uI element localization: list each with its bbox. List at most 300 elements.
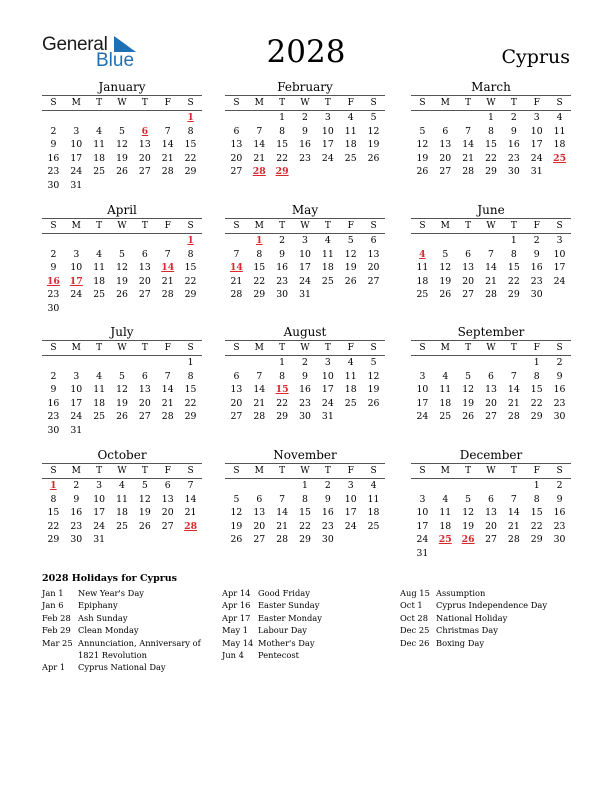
day-cell: 6 xyxy=(370,235,377,246)
day-cell: 29 xyxy=(507,289,520,300)
holiday-name: Easter Monday xyxy=(258,612,322,623)
day-cell: 7 xyxy=(510,370,517,382)
calendar-country: Cyprus xyxy=(501,46,570,68)
day-cell: 10 xyxy=(93,493,106,505)
day-cell: 15 xyxy=(184,384,197,395)
day-cell: 19 xyxy=(416,152,429,164)
day-cell: 7 xyxy=(488,248,494,260)
day-cell: 5 xyxy=(141,480,148,491)
day-cell: 27 xyxy=(138,289,151,300)
day-cell: 26 xyxy=(344,275,357,287)
holiday-date: Apr 16 xyxy=(222,600,251,611)
day-cell: 13 xyxy=(138,384,151,395)
day-cell: 31 xyxy=(321,411,334,422)
weekday-label: T xyxy=(141,221,148,231)
day-cell: 28 xyxy=(485,289,497,300)
day-cell: 15 xyxy=(184,262,197,273)
day-cell: 21 xyxy=(230,275,243,287)
day-grid xyxy=(411,111,571,179)
holiday-date: May 1 xyxy=(222,625,249,636)
weekday-label: S xyxy=(419,343,426,353)
day-cell: 15 xyxy=(507,262,520,273)
day-cell: 25 xyxy=(344,152,357,164)
weekday-label: F xyxy=(347,343,354,353)
day-cell: 23 xyxy=(299,152,311,164)
empty-cell xyxy=(133,234,156,248)
day-cell: 6 xyxy=(141,248,148,260)
day-cell: 7 xyxy=(164,248,171,260)
day-cell: 6 xyxy=(488,370,494,382)
weekday-label: T xyxy=(279,466,286,476)
weekday-label: S xyxy=(556,221,563,231)
holiday-date: Apr 17 xyxy=(222,612,251,623)
day-cell: 21 xyxy=(184,507,197,518)
weekday-label: W xyxy=(117,221,127,231)
weekday-label: S xyxy=(50,343,57,353)
month-april xyxy=(42,203,202,315)
holiday-day-cell: 29 xyxy=(275,166,289,177)
day-cell: 27 xyxy=(439,166,452,177)
holiday-item xyxy=(42,587,218,599)
day-cell: 1 xyxy=(488,112,494,123)
weekday-label: S xyxy=(187,343,194,353)
day-cell: 25 xyxy=(116,520,128,532)
day-cell: 5 xyxy=(370,112,377,123)
day-cell: 29 xyxy=(184,411,197,422)
weekday-label: F xyxy=(347,221,354,231)
day-cell: 3 xyxy=(302,235,308,246)
weekday-label: T xyxy=(279,221,286,231)
day-cell: 19 xyxy=(367,384,380,395)
day-cell: 4 xyxy=(347,357,354,368)
holiday-item xyxy=(222,587,398,599)
day-cell: 3 xyxy=(73,125,80,137)
day-cell: 16 xyxy=(299,384,311,395)
month-october xyxy=(42,448,202,547)
weekday-label: W xyxy=(486,466,496,476)
day-cell: 8 xyxy=(50,493,57,505)
day-cell: 9 xyxy=(50,384,57,395)
holiday-day-cell: 25 xyxy=(438,534,452,545)
weekday-label: S xyxy=(233,221,240,231)
month-name: April xyxy=(107,203,137,217)
weekday-label: M xyxy=(71,98,81,108)
day-cell: 5 xyxy=(233,493,240,505)
day-cell: 13 xyxy=(367,248,380,260)
holiday-day-cell: 1 xyxy=(187,235,194,246)
weekday-label: F xyxy=(164,221,171,231)
day-cell: 9 xyxy=(73,493,80,505)
day-cell: 19 xyxy=(462,520,475,532)
empty-cell xyxy=(65,111,88,125)
day-grid xyxy=(225,111,385,179)
weekday-label: S xyxy=(370,221,377,231)
day-cell: 10 xyxy=(553,248,566,260)
weekday-label: M xyxy=(254,343,264,353)
empty-cell xyxy=(156,111,179,125)
day-cell: 11 xyxy=(416,262,429,273)
day-cell: 15 xyxy=(184,139,197,150)
day-cell: 22 xyxy=(47,520,60,532)
day-cell: 31 xyxy=(530,166,543,177)
weekday-label: S xyxy=(419,98,426,108)
weekday-label: S xyxy=(233,343,240,353)
holiday-column xyxy=(400,587,576,649)
day-cell: 9 xyxy=(279,248,286,260)
holiday-date: Feb 28 xyxy=(42,612,71,623)
weekday-label: M xyxy=(254,466,264,476)
day-cell: 18 xyxy=(93,275,106,287)
weekday-label: W xyxy=(486,221,496,231)
day-cell: 30 xyxy=(507,166,520,177)
weekday-label: M xyxy=(440,343,450,353)
holiday-name: Cyprus Independence Day xyxy=(436,600,548,611)
holiday-day-cell: 1 xyxy=(50,480,57,491)
day-cell: 4 xyxy=(96,370,103,382)
day-cell: 19 xyxy=(116,397,128,409)
day-cell: 5 xyxy=(442,248,449,260)
month-january xyxy=(42,80,202,192)
holiday-name: Labour Day xyxy=(258,625,307,636)
day-cell: 28 xyxy=(161,166,174,177)
holiday-item xyxy=(42,624,218,636)
day-cell: 27 xyxy=(485,534,497,545)
day-cell: 2 xyxy=(556,357,563,368)
day-cell: 13 xyxy=(485,384,497,395)
day-cell: 9 xyxy=(50,262,57,273)
day-cell: 17 xyxy=(321,139,334,150)
day-cell: 3 xyxy=(419,493,426,505)
day-cell: 7 xyxy=(279,493,286,505)
day-cell: 30 xyxy=(47,302,60,314)
day-cell: 10 xyxy=(70,384,83,395)
day-cell: 31 xyxy=(70,424,83,436)
day-cell: 9 xyxy=(510,125,517,137)
holiday-name: Ash Sunday xyxy=(78,612,128,623)
day-cell: 15 xyxy=(485,139,497,150)
day-cell: 7 xyxy=(164,125,171,137)
weekday-header xyxy=(225,340,385,356)
day-cell: 27 xyxy=(462,289,475,300)
day-cell: 14 xyxy=(253,384,266,395)
day-cell: 2 xyxy=(510,112,517,123)
day-cell: 11 xyxy=(344,370,357,382)
day-cell: 21 xyxy=(161,275,174,287)
day-cell: 2 xyxy=(279,235,286,246)
day-cell: 10 xyxy=(299,248,311,260)
day-cell: 21 xyxy=(161,152,174,164)
day-cell: 7 xyxy=(187,480,194,491)
holiday-day-cell: 15 xyxy=(275,384,289,395)
day-cell: 12 xyxy=(439,262,452,273)
weekday-label: F xyxy=(347,466,354,476)
day-cell: 10 xyxy=(344,493,357,505)
day-cell: 26 xyxy=(462,411,475,422)
day-cell: 29 xyxy=(276,411,289,422)
day-cell: 2 xyxy=(50,248,57,260)
day-cell: 16 xyxy=(47,152,60,164)
day-cell: 11 xyxy=(93,384,106,395)
day-cell: 27 xyxy=(230,166,243,177)
weekday-label: W xyxy=(300,221,310,231)
day-cell: 26 xyxy=(439,289,452,300)
weekday-label: W xyxy=(300,98,310,108)
empty-cell xyxy=(88,356,111,370)
day-cell: 4 xyxy=(370,480,377,491)
day-cell: 9 xyxy=(556,370,563,382)
holiday-day-cell: 1 xyxy=(187,112,194,123)
empty-cell xyxy=(225,111,248,125)
day-cell: 14 xyxy=(507,384,520,395)
day-cell: 24 xyxy=(321,152,334,164)
day-cell: 13 xyxy=(439,139,452,150)
weekday-header xyxy=(225,218,385,234)
day-cell: 5 xyxy=(465,493,472,505)
holiday-date: Apr 1 xyxy=(42,662,66,673)
month-september xyxy=(411,325,571,424)
day-cell: 27 xyxy=(485,411,497,422)
weekday-header xyxy=(411,218,571,234)
month-name: July xyxy=(110,325,134,339)
day-cell: 3 xyxy=(324,112,331,123)
weekday-label: S xyxy=(370,466,377,476)
day-cell: 16 xyxy=(70,507,83,518)
weekday-label: S xyxy=(556,98,563,108)
empty-cell xyxy=(434,234,457,248)
day-cell: 28 xyxy=(161,289,174,300)
day-cell: 6 xyxy=(256,493,263,505)
day-cell: 21 xyxy=(253,397,266,409)
day-cell: 29 xyxy=(47,534,60,545)
day-cell: 16 xyxy=(507,139,520,150)
holiday-day-cell: 25 xyxy=(553,152,567,164)
day-cell: 16 xyxy=(47,397,60,409)
day-cell: 31 xyxy=(299,289,311,300)
weekday-label: S xyxy=(50,466,57,476)
day-cell: 26 xyxy=(416,166,429,177)
holiday-day-cell: 6 xyxy=(141,125,149,137)
day-cell: 12 xyxy=(116,139,128,150)
day-cell: 13 xyxy=(253,507,266,518)
day-cell: 16 xyxy=(321,507,334,518)
empty-cell xyxy=(225,479,248,493)
day-cell: 30 xyxy=(321,534,334,545)
day-cell: 14 xyxy=(485,262,497,273)
day-cell: 29 xyxy=(485,166,497,177)
day-cell: 19 xyxy=(116,275,128,287)
holiday-name: Cyprus National Day xyxy=(78,662,166,673)
month-december xyxy=(411,448,571,560)
day-cell: 23 xyxy=(299,397,311,409)
day-cell: 24 xyxy=(299,275,311,287)
day-cell: 16 xyxy=(553,507,566,518)
month-name: March xyxy=(471,80,511,94)
day-cell: 18 xyxy=(344,384,357,395)
day-cell: 29 xyxy=(530,411,543,422)
day-cell: 10 xyxy=(70,139,83,150)
weekday-label: M xyxy=(71,343,81,353)
day-cell: 27 xyxy=(367,275,380,287)
day-cell: 20 xyxy=(230,152,243,164)
day-cell: 11 xyxy=(344,125,357,137)
weekday-label: S xyxy=(370,343,377,353)
day-cell: 31 xyxy=(70,179,83,191)
holiday-item xyxy=(42,661,218,673)
day-cell: 24 xyxy=(344,520,357,532)
holiday-date: Apr 14 xyxy=(222,588,251,598)
holiday-day-cell: 14 xyxy=(161,262,175,273)
day-cell: 4 xyxy=(324,235,331,246)
day-cell: 30 xyxy=(530,289,543,300)
day-cell: 21 xyxy=(161,397,174,409)
day-cell: 4 xyxy=(442,370,449,382)
day-cell: 14 xyxy=(276,507,289,518)
day-cell: 12 xyxy=(344,248,357,260)
day-cell: 3 xyxy=(556,235,563,246)
weekday-label: S xyxy=(187,466,194,476)
day-cell: 26 xyxy=(116,411,128,422)
day-cell: 8 xyxy=(510,248,517,260)
day-cell: 12 xyxy=(230,507,243,518)
day-cell: 30 xyxy=(553,534,566,545)
weekday-header xyxy=(411,340,571,356)
day-cell: 31 xyxy=(416,547,429,559)
day-cell: 22 xyxy=(184,275,197,287)
day-cell: 14 xyxy=(462,139,475,150)
day-cell: 18 xyxy=(439,397,452,409)
holiday-date: Mar 25 xyxy=(42,637,73,648)
empty-cell xyxy=(42,356,65,370)
weekday-label: F xyxy=(347,98,354,108)
day-cell: 14 xyxy=(184,493,197,505)
weekday-label: W xyxy=(117,98,127,108)
day-cell: 1 xyxy=(302,480,308,491)
empty-cell xyxy=(457,356,480,370)
empty-cell xyxy=(111,234,134,248)
day-cell: 6 xyxy=(488,493,494,505)
weekday-label: M xyxy=(71,466,81,476)
day-cell: 1 xyxy=(187,357,194,368)
day-cell: 7 xyxy=(465,125,472,137)
day-cell: 23 xyxy=(553,397,566,409)
day-cell: 22 xyxy=(485,152,497,164)
day-cell: 23 xyxy=(321,520,334,532)
day-cell: 15 xyxy=(47,507,60,518)
empty-cell xyxy=(65,356,88,370)
holiday-date: Oct 28 xyxy=(400,612,428,623)
day-cell: 18 xyxy=(116,507,128,518)
day-cell: 17 xyxy=(299,262,311,273)
weekday-label: T xyxy=(141,466,148,476)
empty-cell xyxy=(480,234,503,248)
day-cell: 8 xyxy=(533,370,540,382)
day-cell: 11 xyxy=(553,125,566,137)
holiday-item xyxy=(222,649,398,661)
day-cell: 27 xyxy=(138,411,151,422)
day-cell: 11 xyxy=(321,248,334,260)
day-cell: 13 xyxy=(230,139,243,150)
day-cell: 26 xyxy=(116,289,128,300)
month-name: October xyxy=(97,448,147,462)
weekday-label: T xyxy=(510,466,517,476)
weekday-label: W xyxy=(300,343,310,353)
month-name: November xyxy=(273,448,337,462)
weekday-label: T xyxy=(510,221,517,231)
holiday-item xyxy=(42,599,218,611)
weekday-label: T xyxy=(324,466,331,476)
empty-cell xyxy=(111,356,134,370)
holiday-day-cell: 26 xyxy=(461,534,475,545)
day-cell: 4 xyxy=(119,480,125,491)
day-cell: 18 xyxy=(416,275,429,287)
day-cell: 1 xyxy=(279,112,286,123)
weekday-label: F xyxy=(533,343,540,353)
day-cell: 18 xyxy=(553,139,566,150)
day-cell: 24 xyxy=(416,411,429,422)
day-cell: 19 xyxy=(439,275,452,287)
weekday-label: M xyxy=(440,466,450,476)
day-cell: 6 xyxy=(442,125,449,137)
day-cell: 17 xyxy=(70,397,83,409)
holiday-item xyxy=(400,612,576,624)
weekday-header xyxy=(42,340,202,356)
weekday-label: T xyxy=(465,343,472,353)
day-cell: 20 xyxy=(138,152,151,164)
day-cell: 30 xyxy=(553,411,566,422)
holiday-name: Assumption xyxy=(436,588,486,598)
day-cell: 22 xyxy=(276,152,289,164)
day-cell: 23 xyxy=(507,152,520,164)
day-cell: 25 xyxy=(367,520,380,532)
day-cell: 23 xyxy=(553,520,566,532)
day-grid xyxy=(225,356,385,424)
weekday-label: W xyxy=(117,343,127,353)
weekday-label: S xyxy=(50,98,57,108)
weekday-label: S xyxy=(370,98,377,108)
day-cell: 17 xyxy=(553,262,566,273)
day-cell: 9 xyxy=(50,139,57,150)
weekday-label: T xyxy=(465,466,472,476)
day-cell: 15 xyxy=(276,139,289,150)
day-cell: 22 xyxy=(507,275,520,287)
holiday-name: Easter Sunday xyxy=(258,600,320,611)
day-cell: 21 xyxy=(253,152,266,164)
day-cell: 30 xyxy=(47,179,60,191)
day-cell: 24 xyxy=(70,289,83,300)
month-july xyxy=(42,325,202,437)
day-cell: 18 xyxy=(93,397,106,409)
day-cell: 19 xyxy=(367,139,380,150)
day-cell: 12 xyxy=(462,507,475,518)
day-cell: 8 xyxy=(279,125,286,137)
day-cell: 25 xyxy=(344,397,357,409)
empty-cell xyxy=(502,356,525,370)
month-name: December xyxy=(459,448,523,462)
weekday-header xyxy=(42,463,202,479)
empty-cell xyxy=(133,111,156,125)
day-grid xyxy=(42,111,202,192)
day-cell: 28 xyxy=(230,289,243,300)
day-cell: 10 xyxy=(416,384,429,395)
weekday-label: M xyxy=(440,98,450,108)
day-cell: 13 xyxy=(230,384,243,395)
holiday-name: Epiphany xyxy=(78,600,118,611)
empty-cell xyxy=(156,356,179,370)
month-name: February xyxy=(277,80,333,94)
day-grid xyxy=(411,234,571,302)
day-cell: 16 xyxy=(276,262,289,273)
day-cell: 20 xyxy=(439,152,452,164)
